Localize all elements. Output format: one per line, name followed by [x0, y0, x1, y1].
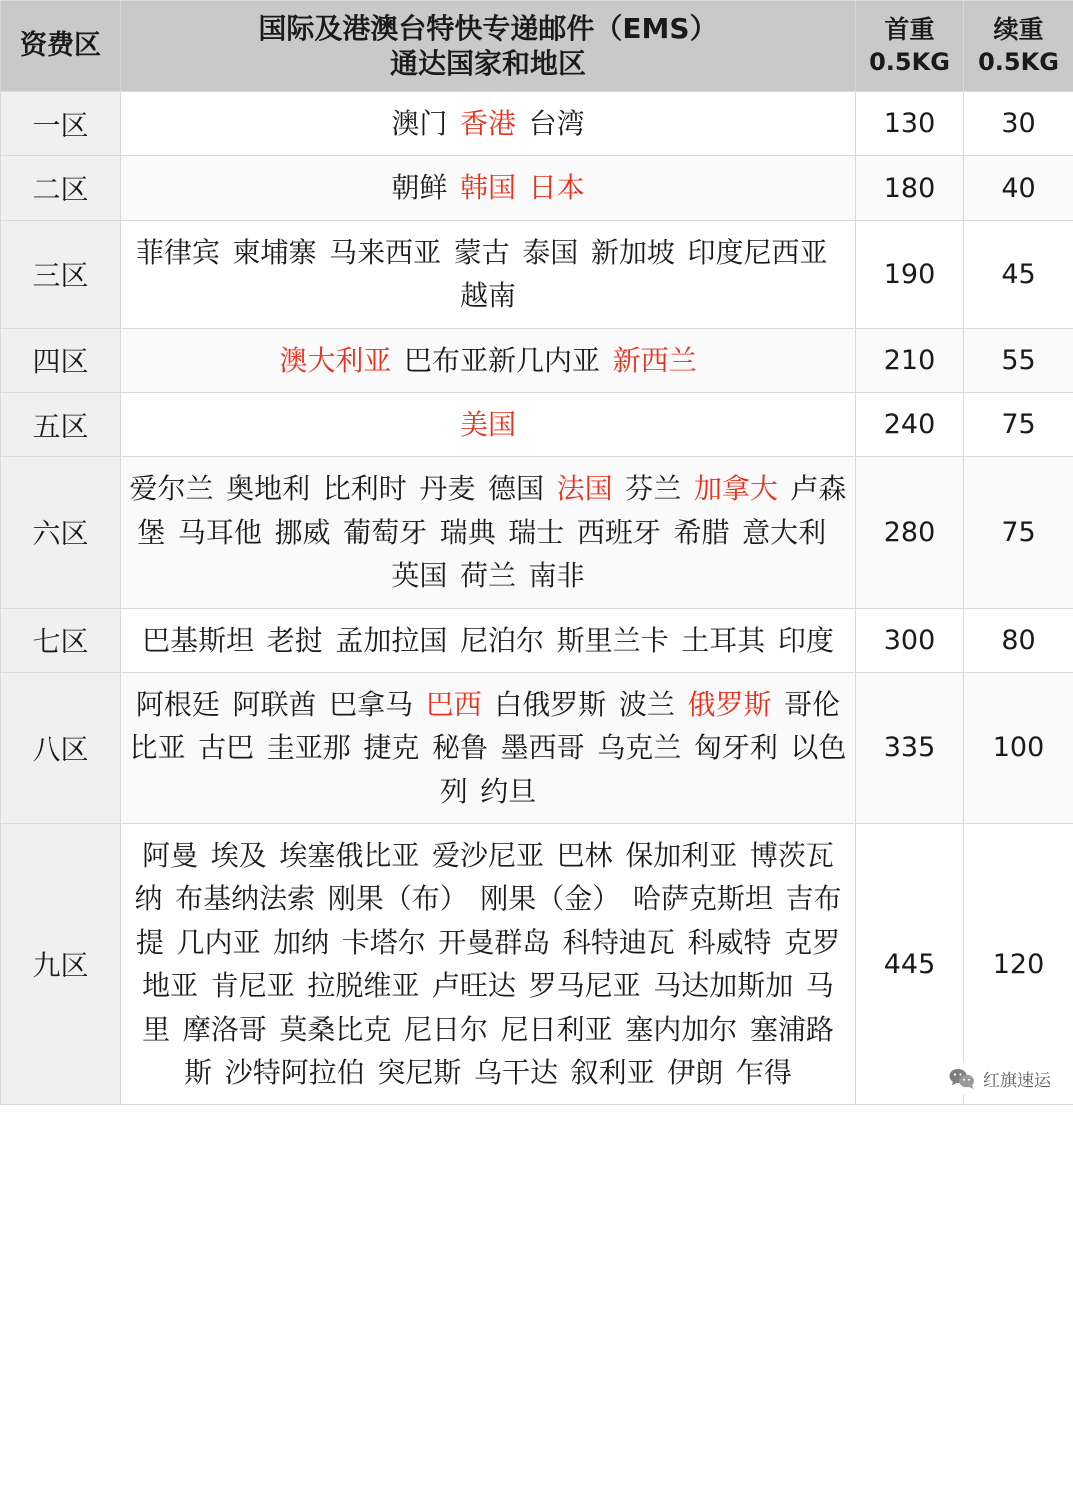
- destination-name: 巴林: [556, 839, 613, 873]
- watermark-badge: [941, 1062, 1059, 1095]
- additional-weight-price: 40: [964, 156, 1073, 220]
- destination-separator: [262, 511, 275, 554]
- destination-name: 意大利: [742, 515, 827, 549]
- destination-separator: [162, 877, 175, 920]
- destination-separator: [578, 231, 591, 274]
- destination-separator: [330, 511, 343, 554]
- destination-name: 韩国: [459, 171, 516, 205]
- destination-separator: [482, 683, 495, 726]
- destination-name: 哥伦比亚: [129, 687, 841, 765]
- destination-separator: [826, 511, 839, 554]
- destination-separator: [661, 511, 674, 554]
- destination-separator: [730, 511, 743, 554]
- destination-name: 印度尼西亚: [687, 235, 828, 269]
- destination-name: 阿曼: [142, 839, 199, 873]
- destination-name: 叙利亚: [570, 1056, 655, 1090]
- destination-name: 沙特阿拉伯: [224, 1056, 365, 1090]
- destination-separator: [407, 467, 420, 510]
- destination-separator: [260, 921, 273, 964]
- destination-separator: [165, 511, 178, 554]
- destination-separator: [198, 964, 211, 1007]
- destination-separator: [675, 231, 688, 274]
- destination-name: 澳门: [391, 107, 448, 140]
- destination-separator: [600, 339, 613, 382]
- destination-separator: [488, 1008, 501, 1051]
- destination-name: 卢森堡: [137, 472, 847, 549]
- first-weight-price: 180: [856, 156, 964, 220]
- destination-separator: [254, 619, 267, 662]
- destinations-cell: [121, 328, 856, 392]
- destination-name: 越南: [459, 279, 516, 313]
- destination-name: 台湾: [528, 107, 585, 140]
- destination-separator: [544, 619, 557, 662]
- header-title: [121, 1, 856, 92]
- destination-name: 墨西哥: [500, 731, 585, 765]
- destination-name: 突尼斯: [377, 1056, 462, 1090]
- destination-name: 拉脱维亚: [307, 969, 420, 1003]
- zone-cell: 六区: [1, 457, 121, 608]
- destination-name: 塞浦路斯: [184, 1012, 834, 1090]
- destination-name: 日本: [528, 171, 585, 205]
- destination-name: 克罗地亚: [142, 925, 841, 1003]
- destination-separator: [773, 877, 786, 920]
- table-row: [1, 220, 1073, 328]
- destinations-cell: [121, 824, 856, 1105]
- destination-name: 新加坡: [590, 235, 675, 269]
- destination-separator: [316, 683, 329, 726]
- destination-name: 奥地利: [226, 472, 311, 506]
- destination-separator: [447, 102, 460, 145]
- zone-cell: 二区: [1, 156, 121, 220]
- destination-name: 英国: [391, 559, 448, 593]
- destination-name: 马里: [142, 969, 834, 1046]
- header-first-weight-unit: 0.5KG: [869, 47, 950, 76]
- destination-separator: [544, 467, 557, 510]
- destination-name: 匈牙利: [693, 731, 778, 765]
- additional-weight-price: 120: [964, 824, 1073, 1105]
- destination-name: 斯里兰卡: [556, 623, 669, 657]
- destination-name: 博茨瓦纳: [134, 839, 834, 916]
- destination-name: 塞内加尔: [625, 1012, 738, 1046]
- destination-name: 美国: [459, 407, 516, 441]
- destination-separator: [496, 511, 509, 554]
- destination-separator: [585, 726, 598, 769]
- destination-separator: [669, 619, 682, 662]
- header-first-weight-label: 首重: [884, 15, 935, 45]
- destination-name: 爱沙尼亚: [431, 839, 544, 873]
- destination-name: 澳大利亚: [279, 343, 392, 377]
- destination-separator: [516, 964, 529, 1007]
- destination-separator: [351, 726, 364, 769]
- zone-cell: 七区: [1, 608, 121, 672]
- destination-name: 尼日利亚: [500, 1012, 613, 1046]
- destination-name: 巴西: [425, 687, 482, 721]
- destination-name: 吉布提: [135, 882, 842, 959]
- destination-separator: [793, 964, 806, 1007]
- destination-separator: [564, 511, 577, 554]
- destinations-cell: [121, 220, 856, 328]
- destination-separator: [220, 231, 233, 274]
- destination-name: 尼日尔: [403, 1012, 488, 1046]
- destination-name: 阿根廷: [135, 687, 220, 721]
- destination-separator: [214, 467, 227, 510]
- destination-name: 巴拿马: [329, 687, 414, 721]
- destination-name: 爱尔兰: [129, 472, 214, 506]
- destination-separator: [220, 683, 233, 726]
- destination-name: 埃及: [210, 839, 267, 873]
- destination-name: 卢旺达: [431, 969, 516, 1003]
- destination-name: 约旦: [480, 774, 537, 808]
- destination-name: 开曼群岛: [438, 925, 551, 959]
- destinations-cell: [121, 608, 856, 672]
- table-row: [1, 392, 1073, 456]
- destination-separator: [310, 467, 323, 510]
- destination-name: 泰国: [522, 235, 579, 269]
- destination-name: 菲律宾: [135, 235, 220, 269]
- destination-name: 丹麦: [419, 472, 476, 506]
- destinations-cell: [121, 156, 856, 220]
- destination-name: 圭亚那: [266, 731, 351, 765]
- destination-separator: [468, 877, 481, 920]
- first-weight-price: 190: [856, 220, 964, 328]
- destination-name: 保加利亚: [625, 839, 738, 873]
- destination-name: 蒙古: [453, 235, 510, 269]
- destination-name: 土耳其: [681, 623, 766, 657]
- destination-separator: [427, 511, 440, 554]
- destination-separator: [295, 964, 308, 1007]
- watermark-label: 红旗速运: [983, 1071, 1051, 1092]
- destination-separator: [170, 1008, 183, 1051]
- destination-name: 马耳他: [177, 515, 262, 549]
- destination-name: 瑞士: [508, 515, 565, 549]
- destination-name: 巴布亚新几内亚: [403, 343, 600, 377]
- destination-name: 乌干达: [473, 1056, 558, 1090]
- destination-name: 希腊: [673, 515, 730, 549]
- destination-separator: [613, 1008, 626, 1051]
- additional-weight-price: 30: [964, 92, 1073, 156]
- destination-separator: [186, 726, 199, 769]
- destination-separator: [675, 921, 688, 964]
- destination-separator: [516, 554, 529, 597]
- destination-separator: [613, 467, 626, 510]
- header-zone: 资费区: [1, 1, 121, 92]
- header-additional-weight-label: 续重: [993, 15, 1044, 45]
- destination-separator: [441, 231, 454, 274]
- destination-separator: [391, 1008, 404, 1051]
- first-weight-price: 445: [856, 824, 964, 1105]
- additional-weight-price: 55: [964, 328, 1073, 392]
- destination-name: 加纳: [273, 925, 330, 959]
- table-row: [1, 457, 1073, 608]
- destination-separator: [468, 770, 481, 813]
- destination-name: 秘鲁: [431, 731, 488, 765]
- first-weight-price: 240: [856, 392, 964, 456]
- destination-separator: [461, 1051, 474, 1094]
- destination-separator: [447, 166, 460, 209]
- additional-weight-price: 75: [964, 457, 1073, 608]
- table-row: [1, 92, 1073, 156]
- destination-separator: [475, 467, 488, 510]
- destination-name: 伊朗: [667, 1056, 724, 1090]
- destination-name: 捷克: [363, 731, 420, 765]
- destination-separator: [613, 834, 626, 877]
- additional-weight-price: 75: [964, 392, 1073, 456]
- destination-name: 摩洛哥: [182, 1012, 267, 1046]
- table-row: [1, 608, 1073, 672]
- destination-separator: [164, 921, 177, 964]
- table-row: [1, 156, 1073, 220]
- destination-name: 乍得: [735, 1056, 792, 1090]
- destination-name: 肯尼亚: [210, 969, 295, 1003]
- additional-weight-price: 100: [964, 672, 1073, 823]
- zone-cell: 九区: [1, 824, 121, 1105]
- first-weight-price: 280: [856, 457, 964, 608]
- header-additional-weight: [964, 1, 1073, 92]
- destination-name: 埃塞俄比亚: [279, 839, 420, 873]
- destination-separator: [316, 231, 329, 274]
- destination-separator: [606, 683, 619, 726]
- destination-name: 刚果（布）: [327, 882, 468, 916]
- destination-name: 尼泊尔: [459, 623, 544, 657]
- table-body: [1, 92, 1073, 1105]
- destination-separator: [772, 683, 785, 726]
- destinations-cell: [121, 457, 856, 608]
- destination-separator: [681, 467, 694, 510]
- header-first-weight: [856, 1, 964, 92]
- destination-separator: [765, 619, 778, 662]
- destination-separator: [675, 683, 688, 726]
- destination-separator: [315, 877, 328, 920]
- destinations-cell: [121, 92, 856, 156]
- destination-separator: [550, 921, 563, 964]
- additional-weight-price: 80: [964, 608, 1073, 672]
- destination-separator: [737, 834, 750, 877]
- destination-separator: [641, 964, 654, 1007]
- destination-name: 柬埔寨: [232, 235, 317, 269]
- zone-cell: 四区: [1, 328, 121, 392]
- table-row: [1, 672, 1073, 823]
- destination-separator: [365, 1051, 378, 1094]
- destination-name: 古巴: [198, 731, 255, 765]
- header-additional-weight-unit: 0.5KG: [978, 47, 1059, 76]
- destination-separator: [655, 1051, 668, 1094]
- destination-separator: [329, 921, 342, 964]
- destination-separator: [620, 877, 633, 920]
- destination-separator: [419, 834, 432, 877]
- table-header-row: [1, 1, 1073, 92]
- destination-name: 巴基斯坦: [142, 623, 255, 657]
- destination-name: 阿联酋: [232, 687, 317, 721]
- destination-name: 俄罗斯: [687, 687, 772, 721]
- destination-separator: [778, 726, 791, 769]
- table-row: [1, 824, 1073, 1105]
- destination-name: 芬兰: [625, 472, 682, 506]
- destination-name: 朝鲜: [391, 171, 448, 205]
- table-row: [1, 328, 1073, 392]
- destination-name: 法国: [556, 472, 613, 506]
- destination-separator: [447, 619, 460, 662]
- table-header: [1, 1, 1073, 92]
- destination-name: 印度: [777, 623, 834, 657]
- destination-name: 莫桑比克: [279, 1012, 392, 1046]
- destination-separator: [544, 834, 557, 877]
- destination-name: 科威特: [687, 925, 772, 959]
- destination-name: 科特迪瓦: [562, 925, 675, 959]
- destination-name: 加拿大: [693, 472, 778, 506]
- destination-name: 挪威: [274, 515, 331, 549]
- destination-name: 葡萄牙: [343, 515, 428, 549]
- destination-name: 几内亚: [176, 925, 261, 959]
- destination-name: 孟加拉国: [335, 623, 448, 657]
- destination-separator: [447, 554, 460, 597]
- destination-separator: [391, 339, 404, 382]
- destination-separator: [323, 619, 336, 662]
- destination-separator: [772, 921, 785, 964]
- destination-separator: [419, 964, 432, 1007]
- destination-separator: [254, 726, 267, 769]
- destination-separator: [737, 1008, 750, 1051]
- destination-name: 新西兰: [612, 343, 697, 377]
- first-weight-price: 335: [856, 672, 964, 823]
- destination-name: 刚果（金）: [480, 882, 621, 916]
- destination-separator: [516, 166, 529, 209]
- destination-separator: [828, 231, 841, 274]
- destination-separator: [510, 231, 523, 274]
- first-weight-price: 130: [856, 92, 964, 156]
- zone-cell: 三区: [1, 220, 121, 328]
- destination-separator: [212, 1051, 225, 1094]
- destinations-cell: [121, 672, 856, 823]
- destination-name: 瑞典: [439, 515, 496, 549]
- zone-cell: 八区: [1, 672, 121, 823]
- header-title-line1: 国际及港澳台特快专递邮件（EMS）: [258, 12, 718, 45]
- destination-name: 比利时: [322, 472, 407, 506]
- destination-name: 荷兰: [459, 559, 516, 593]
- destination-name: 乌克兰: [597, 731, 682, 765]
- destination-name: 老挝: [266, 623, 323, 657]
- destination-name: 西班牙: [576, 515, 661, 549]
- destination-separator: [516, 102, 529, 145]
- destination-name: 马达加斯加: [653, 969, 794, 1003]
- destination-name: 白俄罗斯: [494, 687, 607, 721]
- destination-separator: [426, 921, 439, 964]
- zone-cell: 五区: [1, 392, 121, 456]
- destination-name: 以色列: [439, 731, 847, 808]
- zone-cell: 一区: [1, 92, 121, 156]
- destination-separator: [558, 1051, 571, 1094]
- destination-name: 布基纳法索: [175, 882, 316, 916]
- destination-separator: [723, 1051, 736, 1094]
- first-weight-price: 300: [856, 608, 964, 672]
- destination-separator: [778, 467, 791, 510]
- destination-name: 卡塔尔: [341, 925, 426, 959]
- destination-name: 德国: [487, 472, 544, 506]
- destination-separator: [488, 726, 501, 769]
- destination-separator: [198, 834, 211, 877]
- destination-separator: [267, 1008, 280, 1051]
- destination-name: 罗马尼亚: [528, 969, 641, 1003]
- destination-name: 香港: [459, 107, 516, 140]
- destination-name: 南非: [528, 559, 585, 593]
- destination-separator: [267, 834, 280, 877]
- destination-name: 马来西亚: [329, 235, 442, 269]
- header-title-line2: 通达国家和地区: [389, 47, 586, 80]
- destination-name: 波兰: [618, 687, 675, 721]
- destination-name: 哈萨克斯坦: [632, 882, 773, 916]
- destination-separator: [681, 726, 694, 769]
- additional-weight-price: 45: [964, 220, 1073, 328]
- destinations-cell: [121, 392, 856, 456]
- wechat-icon: [949, 1068, 975, 1090]
- destination-separator: [419, 726, 432, 769]
- destination-separator: [413, 683, 426, 726]
- first-weight-price: 210: [856, 328, 964, 392]
